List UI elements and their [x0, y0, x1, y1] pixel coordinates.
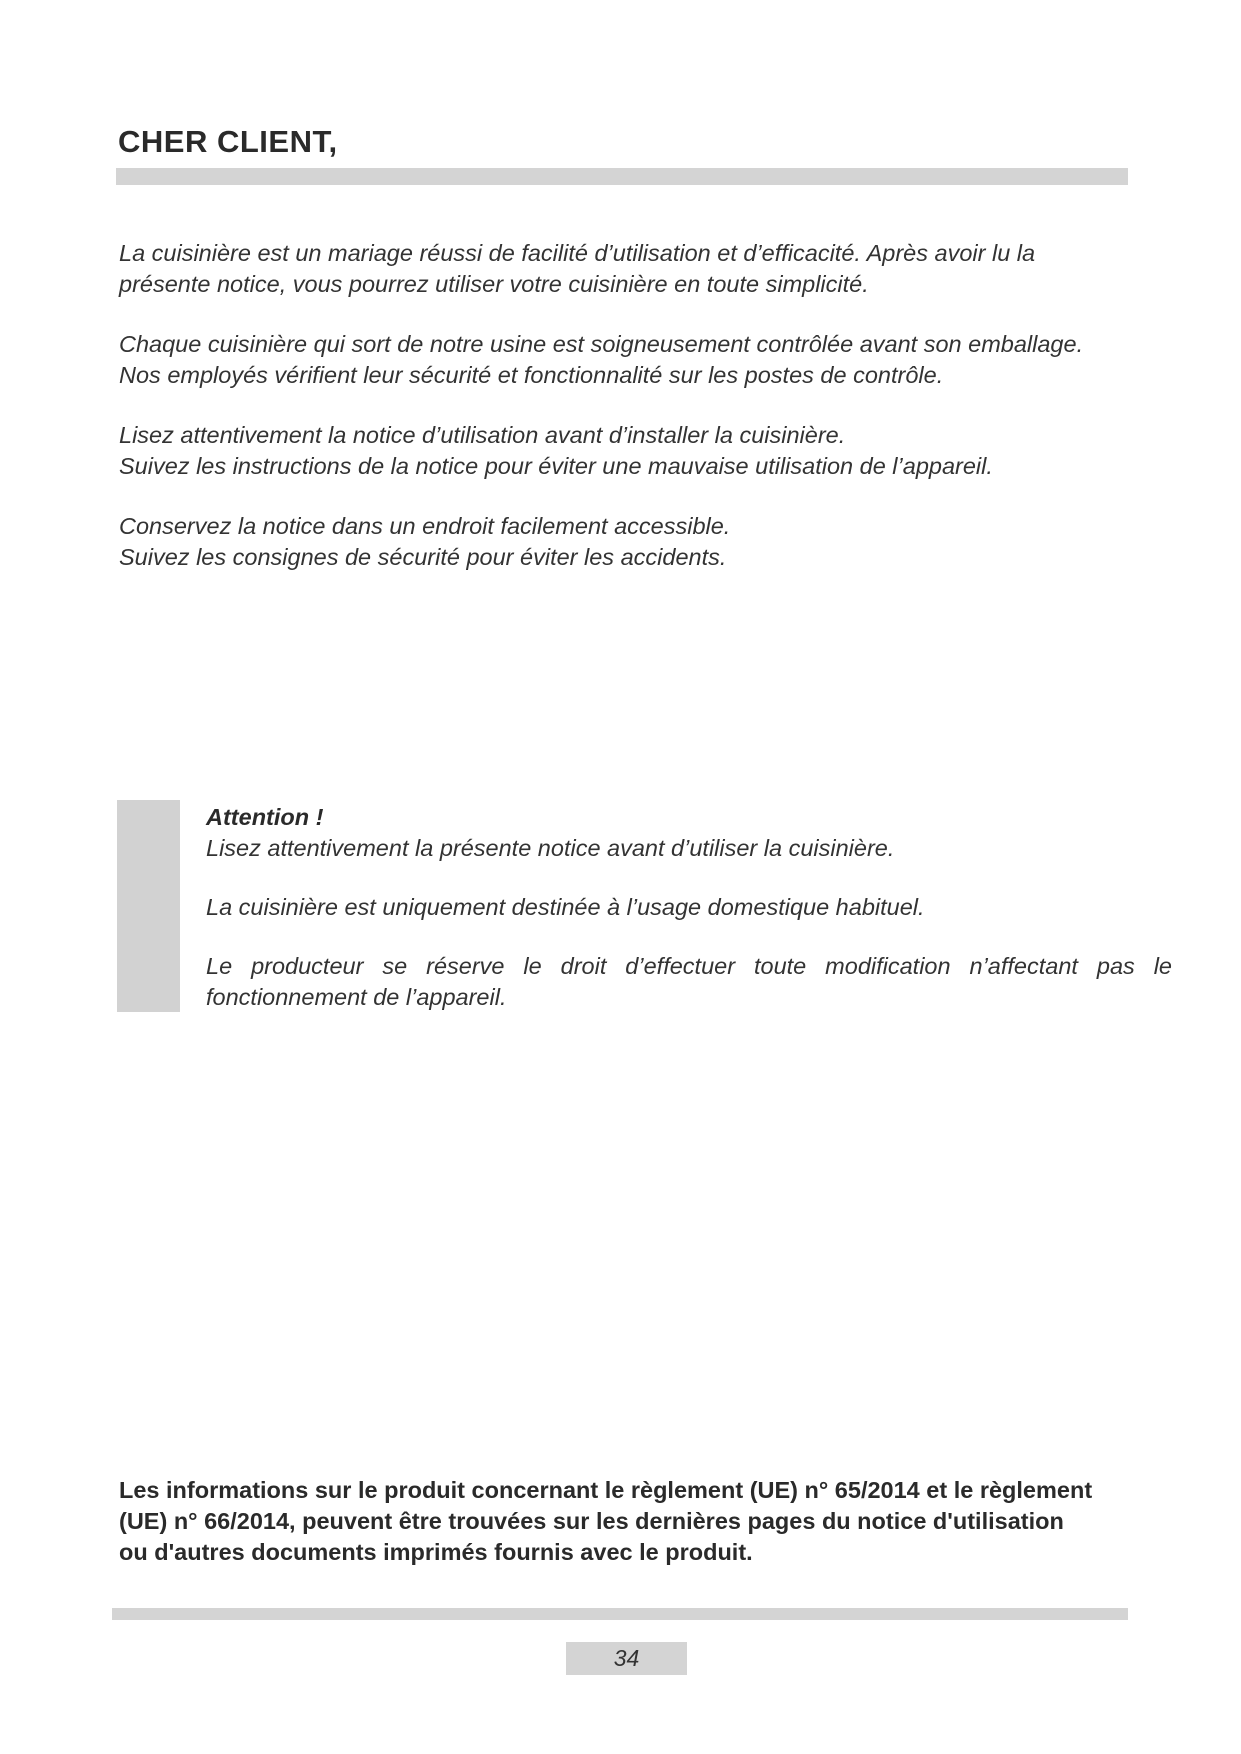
notice-line: ou d'autres documents imprimés fournis avec le produit.	[119, 1539, 753, 1565]
intro-paragraph	[119, 420, 1139, 482]
attention-text: La cuisinière est uniquement destinée à l’usage domestique habituel.	[206, 894, 925, 920]
intro-line: La cuisinière est un mariage réussi de facilité d’utilisation et d’efficacité. Après avoir lu la	[119, 240, 1036, 266]
intro-paragraph	[119, 238, 1139, 300]
intro-paragraph	[119, 329, 1139, 391]
intro-paragraph	[119, 511, 1139, 573]
intro-line: Lisez attentivement la notice d’utilisation avant d’installer la cuisinière.	[119, 422, 846, 448]
intro-line: Chaque cuisinière qui sort de notre usine est soigneusement contrôlée avant son emballage.	[119, 331, 1084, 357]
footer-divider	[112, 1608, 1128, 1620]
attention-text: Le producteur se réserve le droit d’effectuer toute modification n’affectant pas le fonctionnement de l’appareil.	[206, 953, 1172, 1010]
page-number: 34	[566, 1642, 687, 1675]
attention-text: Lisez attentivement la présente notice avant d’utiliser la cuisinière.	[206, 835, 895, 861]
notice-line: Les informations sur le produit concernant le règlement (UE) n° 65/2014 et le règlement	[119, 1477, 1093, 1503]
intro-line: Nos employés vérifient leur sécurité et fonctionnalité sur les postes de contrôle.	[119, 362, 944, 388]
attention-box	[206, 802, 1172, 1041]
intro-line: Conservez la notice dans un endroit facilement accessible.	[119, 513, 731, 539]
notice-line: (UE) n° 66/2014, peuvent être trouvées sur les dernières pages du notice d'utilisation	[119, 1508, 1064, 1534]
intro-line: Suivez les instructions de la notice pour éviter une mauvaise utilisation de l’appareil.	[119, 453, 993, 479]
page-title: CHER CLIENT,	[118, 124, 338, 159]
intro-section	[119, 238, 1139, 602]
header-divider	[116, 168, 1128, 185]
attention-title: Attention !	[206, 804, 324, 830]
regulation-notice	[119, 1475, 1149, 1568]
intro-line: présente notice, vous pourrez utiliser votre cuisinière en toute simplicité.	[119, 271, 869, 297]
attention-marker	[117, 800, 180, 1012]
intro-line: Suivez les consignes de sécurité pour éviter les accidents.	[119, 544, 727, 570]
